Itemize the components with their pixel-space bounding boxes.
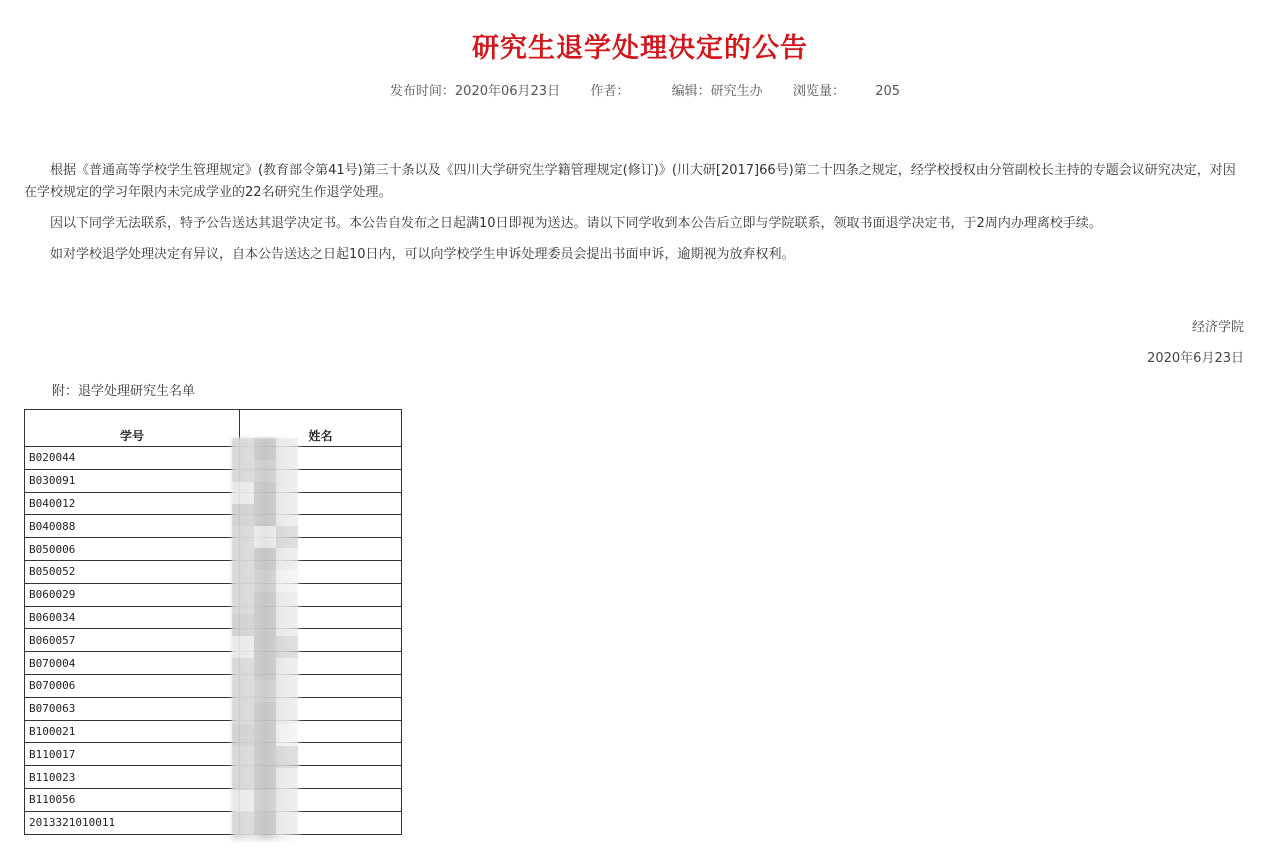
column-header-student-id: 学号	[25, 410, 240, 447]
student-id-cell: 2013321010011	[25, 811, 240, 834]
paragraph: 根据《普通高等学校学生管理规定》(教育部令第41号)第三十条以及《四川大学研究生学籍管理规定(修订)》(川大研[2017]66号)第二十四条之规定，经学校授权由分管副校长主持的专题会议研究决定，对因在学校规定的学习年限内未完成学业的22名研究生作退学处理。	[24, 163, 1236, 200]
student-id-cell: B040012	[25, 492, 240, 515]
table-row	[25, 629, 402, 652]
paragraph: 如对学校退学处理决定有异议，自本公告送达之日起10日内，可以向学校学生申诉处理委员会提出书面申诉，逾期视为放弃权利。	[50, 247, 795, 262]
signature-school: 经济学院	[1191, 320, 1244, 335]
table-row	[25, 469, 402, 492]
article-meta	[0, 80, 1280, 99]
table-row	[25, 766, 402, 789]
page-title: 研究生退学处理决定的公告	[472, 33, 808, 64]
table-row	[25, 720, 402, 743]
student-id-cell: B020044	[25, 447, 240, 470]
student-id-cell: B110023	[25, 766, 240, 789]
student-id-cell: B070006	[25, 674, 240, 697]
student-id-cell: B110056	[25, 788, 240, 811]
student-id-cell: B040088	[25, 515, 240, 538]
table-row	[25, 674, 402, 697]
student-id-cell: B060057	[25, 629, 240, 652]
publish-label: 发布时间：	[389, 84, 455, 99]
student-id-cell: B100021	[25, 720, 240, 743]
table-row	[25, 515, 402, 538]
student-list-table	[24, 409, 402, 835]
editor-label: 编辑：	[671, 84, 711, 99]
views-label: 浏览量：	[792, 84, 845, 99]
paragraph: 因以下同学无法联系，特予公告送达其退学决定书。本公告自发布之日起满10日即视为送达。请以下同学收到本公告后立即与学院联系，领取书面退学决定书，于2周内办理离校手续。	[50, 216, 1102, 231]
signature-date: 2020年6月23日	[1147, 351, 1244, 366]
student-id-cell: B060034	[25, 606, 240, 629]
table-row	[25, 447, 402, 470]
table-row	[25, 560, 402, 583]
student-id-cell: B070004	[25, 652, 240, 675]
table-row	[25, 697, 402, 720]
table-row	[25, 788, 402, 811]
table-row	[25, 652, 402, 675]
table-row	[25, 743, 402, 766]
student-id-cell: B110017	[25, 743, 240, 766]
table-row	[25, 538, 402, 561]
author-label: 作者：	[590, 84, 630, 99]
table-row	[25, 492, 402, 515]
student-id-cell: B050052	[25, 560, 240, 583]
student-id-cell: B060029	[25, 583, 240, 606]
attachment-label: 附：退学处理研究生名单	[52, 384, 196, 399]
publish-date: 2020年06月23日	[454, 84, 561, 99]
student-id-cell: B050006	[25, 538, 240, 561]
table-row	[25, 583, 402, 606]
redacted-names-pixels	[232, 438, 298, 840]
student-id-cell: B030091	[25, 469, 240, 492]
column-header-name: 姓名	[240, 410, 402, 447]
views-count: 205	[875, 84, 901, 99]
editor-value: 研究生办	[710, 84, 763, 99]
student-id-cell: B070063	[25, 697, 240, 720]
table-row	[25, 811, 402, 834]
table-row	[25, 606, 402, 629]
article-body	[24, 160, 1248, 275]
